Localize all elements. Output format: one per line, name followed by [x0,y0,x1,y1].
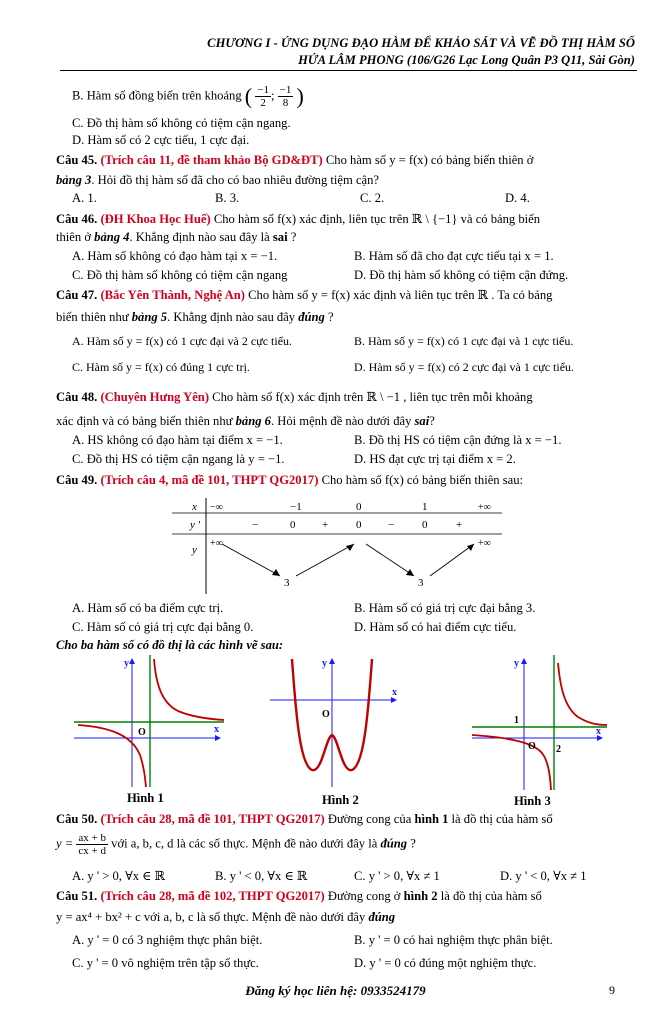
q50-frac-num: ax + b [78,832,106,844]
q49-text: Cho hàm số f(x) có bảng biến thiên sau: [321,473,524,487]
q49-variation-table [172,498,502,594]
q46-t2a: thiên ở [56,230,95,244]
figure-1-graph [74,655,224,787]
fig2-x-label: x [392,687,397,698]
q51-option-d: D. y ' = 0 có đúng một nghiệm thực. [354,956,537,970]
q49-row-y-label: y [192,544,197,556]
q50-option-d: D. y ' < 0, ∀x ≠ 1 [500,869,587,883]
q51-stem-line1 [56,888,542,904]
q51-stem-line2 [56,909,395,925]
fig3-y-label: y [514,658,519,669]
q50-t2c: ? [407,836,416,851]
q46-ref: bảng 4 [94,230,130,244]
q49-x-1: 1 [422,501,428,513]
q49-sign-6: 0 [422,519,428,531]
q47-t2a: biến thiên như [56,310,132,324]
page-number: 9 [609,983,615,997]
q45-option-a: A. 1. [72,191,97,205]
q49-x-neg1: −1 [290,501,302,513]
q50-fraction [76,832,108,857]
q51-t2a: y = ax⁴ + bx² + c với a, b, c là số thực. Mệnh đề nào dưới đây [56,910,369,924]
q51-option-c: C. y ' = 0 vô nghiệm trên tập số thực. [72,956,259,970]
figure-3-caption: Hình 3 [514,794,551,808]
q49-y-posinf-left: +∞ [210,538,223,549]
figure-3-graph [472,655,607,790]
q45-ref: bảng 3 [56,173,92,187]
fig3-origin-label: O [528,741,536,752]
q46-t2c: . Khẳng định nào sau đây là [129,230,273,244]
q46-stem-line2 [56,229,296,245]
q49-y-posinf-right: +∞ [478,538,491,549]
q46-keyword: sai [272,230,288,244]
q48-option-a: A. HS không có đạo hàm tại điểm x = −1. [72,433,283,447]
q50-stem-line2: y = $\frac{ax + b}{cx + d}$ với a, b, c, d là các số thực. Mệnh đề nào dưới đây là đúng ? [56,832,416,857]
q46-text: Cho hàm số f(x) xác định, liên tục trên ℝ \ {−1} và có bảng biến [213,212,541,226]
q48-option-d: D. HS đạt cực trị tại điểm x = 2. [354,452,516,466]
q47-option-c: C. Hàm số y = f(x) có đúng 1 cực trị. [72,360,250,374]
q46-stem-line1 [56,211,540,227]
q47-ref: bảng 5 [131,310,168,324]
q49-sign-2: 0 [290,519,296,531]
q47-option-d: D. Hàm số y = f(x) có 2 cực đại và 1 cực tiểu. [354,360,575,374]
q49-x-neginf: −∞ [210,502,223,513]
q51-option-a: A. y ' = 0 có 3 nghiệm thực phân biệt. [72,933,263,947]
q47-source: (Bắc Yên Thành, Nghệ An) [100,288,245,302]
q49-option-b: B. Hàm số có giá trị cực đại bằng 3. [354,601,536,615]
q44-option-d: D. Hàm số có 2 cực tiểu, 1 cực đại. [72,133,250,147]
q44-option-c: C. Đồ thị hàm số không có tiệm cận ngang. [72,116,291,130]
q47-text: Cho hàm số y = f(x) xác định và liên tục trên ℝ . Ta có bảng [248,288,553,302]
graphs-intro: Cho ba hàm số có đồ thị là các hình vẽ sau: [56,638,284,652]
fig3-two-label: 2 [556,744,561,755]
q49-arrows [222,544,474,576]
header-chapter-title: CHƯƠNG I - ỨNG DỤNG ĐẠO HÀM ĐỂ KHẢO SÁT VÀ VẼ ĐỒ THỊ HÀM SỐ [207,36,635,50]
q51-t1a: Đường cong ở [327,889,404,903]
fig2-y-label: y [322,658,327,669]
q47-stem-line1 [56,287,552,303]
q47-stem-line2 [56,309,334,325]
q46-option-b: B. Hàm số đã cho đạt cực tiểu tại x = 1. [354,249,554,263]
q49-option-d: D. Hàm số có hai điểm cực tiểu. [354,620,517,634]
q44-interval-left: $\frac{-1}{2}$ [257,84,269,109]
q49-y-min-right: 3 [418,577,424,589]
q45-number: Câu 45. [56,153,98,167]
fig1-origin-label: O [138,727,146,738]
q47-t2e: ? [324,310,334,324]
q50-t1a: Đường cong của [327,812,415,826]
q44-option-b-text: B. Hàm số đồng biến trên khoảng [72,88,242,103]
q45-option-d: D. 4. [505,191,530,205]
q46-option-d: D. Đồ thị hàm số không có tiệm cận đứng. [354,268,569,282]
q50-stem-line1 [56,811,553,827]
q46-option-a: A. Hàm số không có đạo hàm tại x = −1. [72,249,278,263]
q45-stem-line1 [56,152,533,168]
q49-sign-5: − [388,519,395,531]
q45-source: (Trích câu 11, đề tham khảo Bộ GD&ĐT) [100,153,323,167]
q50-keyword: đúng [380,836,408,851]
q45-question: . Hỏi đồ thị hàm số đã cho có bao nhiêu đường tiệm cận? [91,173,380,187]
header-author-line: HỨA LÂM PHONG (106/G26 Lạc Long Quân P3 Q11, Sài Gòn) [298,53,635,67]
q48-stem-line1 [56,389,533,405]
q44-option-b: B. Hàm số đồng biến trên khoảng ( $\frac{-1}{2}$ ; $\frac{-1}{8}$ ) [72,83,304,109]
q49-sign-7: + [456,519,463,531]
footer-contact: Đăng ký học liên hệ: 0933524179 [245,983,426,998]
q51-ref: hình 2 [403,889,438,903]
fig1-x-label: x [214,724,219,735]
q50-source: (Trích câu 28, mã đề 101, THPT QG2017) [100,812,325,826]
q50-frac-den: cx + d [78,845,106,857]
figure-2-graph [270,655,405,787]
q49-sign-3: + [322,519,329,531]
q50-number: Câu 50. [56,812,98,826]
q44-interval-right: $\frac{-1}{8}$ [279,84,292,109]
q49-source: (Trích câu 4, mã đề 101, THPT QG2017) [100,473,319,487]
q48-option-b: B. Đồ thị HS có tiệm cận đứng là x = −1. [354,433,562,447]
q48-text: Cho hàm số f(x) xác định trên ℝ \ −1 , liên tục trên mỗi khoảng [212,390,533,404]
q46-t2e: ? [287,230,297,244]
q51-t1c: là đồ thị của hàm số [437,889,542,903]
q45-option-b: B. 3. [215,191,240,205]
q48-keyword: sai [414,414,430,428]
q47-number: Câu 47. [56,288,98,302]
q47-option-a: A. Hàm số y = f(x) có 1 cực đại và 2 cực tiểu. [72,334,293,348]
q48-option-c: C. Đồ thị HS có tiệm cận ngang là y = −1. [72,452,285,466]
q48-source: (Chuyên Hưng Yên) [100,390,210,404]
q46-number: Câu 46. [56,212,98,226]
q49-x-posinf: +∞ [478,502,491,513]
fig3-x-label: x [596,726,601,737]
q48-stem-line2 [56,413,435,429]
q50-option-a: A. y ' > 0, ∀x ∈ ℝ [72,869,166,883]
q48-t2c: . Hỏi mệnh đề nào dưới đây [270,414,415,428]
q47-option-b: B. Hàm số y = f(x) có 1 cực đại và 1 cực tiểu. [354,334,574,348]
q49-row-x-label: x [192,501,197,513]
q51-number: Câu 51. [56,889,98,903]
q51-keyword: đúng [368,910,396,924]
q48-ref: bảng 6 [235,414,271,428]
q50-option-b: B. y ' < 0, ∀x ∈ ℝ [215,869,308,883]
q45-text: Cho hàm số y = f(x) có bảng biến thiên ở [325,153,534,167]
q48-number: Câu 48. [56,390,98,404]
q50-ref: hình 1 [414,812,449,826]
figure-1-caption: Hình 1 [127,791,164,805]
q51-source: (Trích câu 28, mã đề 102, THPT QG2017) [100,889,325,903]
q51-option-b: B. y ' = 0 có hai nghiệm thực phân biệt. [354,933,553,947]
q50-t2a: với a, b, c, d là các số thực. Mệnh đề nào dưới đây là [111,836,381,851]
fig1-y-label: y [124,658,129,669]
q45-stem-line2 [56,172,379,188]
q49-sign-1: − [252,519,259,531]
q49-y-min-left: 3 [284,577,290,589]
q47-t2c: . Khẳng định nào sau đây [167,310,299,324]
q48-t2e: ? [429,414,435,428]
q49-number: Câu 49. [56,473,98,487]
header-divider [60,70,637,71]
fig2-origin-label: O [322,709,330,720]
fig3-one-label: 1 [514,715,519,726]
q46-option-c: C. Đồ thị hàm số không có tiệm cận ngang [72,268,288,282]
q49-x-0: 0 [356,501,362,513]
q50-t1c: là đồ thị của hàm số [448,812,553,826]
q47-keyword: đúng [298,310,325,324]
q49-row-yp-label: y ' [190,519,200,531]
q50-option-c: C. y ' > 0, ∀x ≠ 1 [354,869,440,883]
figure-2-caption: Hình 2 [322,793,359,807]
q49-stem [56,472,523,488]
q49-option-c: C. Hàm số có giá trị cực đại bằng 0. [72,620,254,634]
q49-sign-4: 0 [356,519,362,531]
q46-source: (ĐH Khoa Học Huế) [100,212,211,226]
q48-t2a: xác định và có bảng biến thiên như [56,414,236,428]
q49-option-a: A. Hàm số có ba điểm cực trị. [72,601,224,615]
q45-option-c: C. 2. [360,191,385,205]
